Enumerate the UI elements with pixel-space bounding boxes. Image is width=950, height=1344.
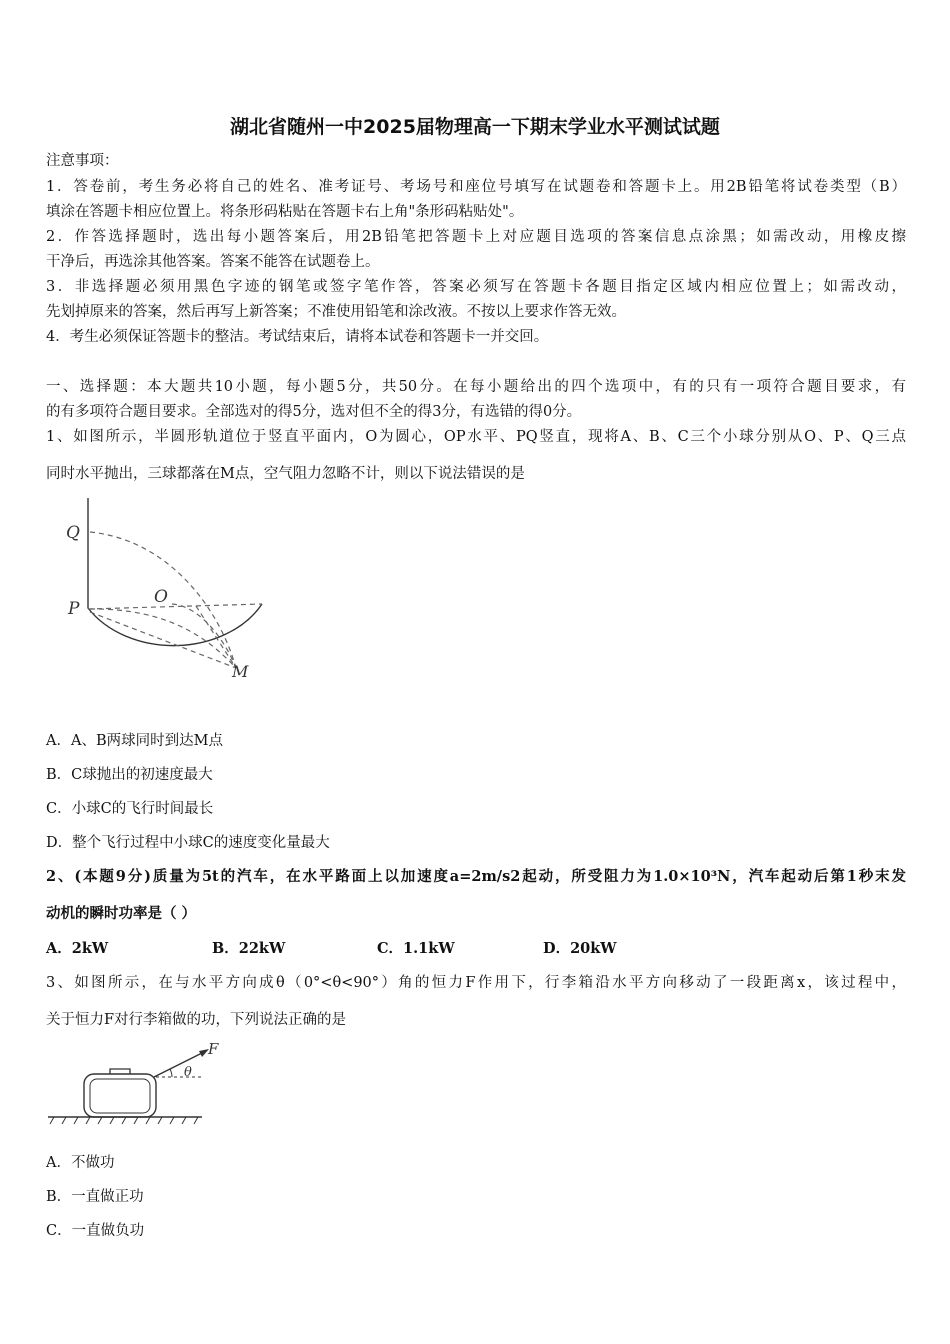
- notice-heading: 注意事项：: [46, 153, 119, 169]
- label-q: Q: [66, 523, 80, 543]
- notice-line-3: 2．作答选择题时，选出每小题答案后，用2B铅笔把答题卡上对应题目选项的答案信息点涂黑；如需改动，用橡皮擦: [46, 229, 906, 245]
- radius-om: [196, 606, 236, 668]
- q3-option-b: B．一直做正功: [46, 1189, 144, 1205]
- q2-option-c: C．1.1kW: [377, 940, 455, 957]
- q2-option-d: D．20kW: [543, 940, 617, 957]
- notice-line-4: 干净后，再选涂其他答案。答案不能答在试题卷上。: [46, 254, 380, 270]
- q2-stem-line-1: 2、(本题9分)质量为5t的汽车，在水平路面上以加速度a=2m/s2起动，所受阻力为1.0×10³N，汽车起动后第1秒末发: [46, 868, 906, 885]
- q1-stem-line-2: 同时水平抛出，三球都落在M点，空气阻力忽略不计，则以下说法错误的是: [46, 466, 525, 482]
- q2-stem-line-2: 动机的瞬时功率是（ ）: [46, 905, 197, 922]
- notice-line-7: 4．考生必须保证答题卡的整洁。考试结束后，请将本试卷和答题卡一并交回。: [46, 329, 549, 345]
- notice-line-6: 先划掉原来的答案，然后再写上新答案；不准使用铅笔和涂改液。不按以上要求作答无效。: [46, 304, 626, 320]
- angle-arc: [170, 1069, 172, 1077]
- suitcase: [84, 1074, 156, 1117]
- q3-option-c: C．一直做负功: [46, 1223, 145, 1239]
- q2-option-b: B．22kW: [212, 940, 286, 957]
- q1-figure: [60, 490, 280, 690]
- notice-line-1: 1．答卷前，考生务必将自己的姓名、准考证号、考场号和座位号填写在试题卷和答题卡上。用2B铅笔将试卷类型（B）: [46, 179, 906, 195]
- page-title: 湖北省随州一中2025届物理高一下期末学业水平测试试题: [230, 116, 720, 138]
- semicircle-track: [88, 498, 262, 646]
- q1-stem-line-1: 1、如图所示，半圆形轨道位于竖直平面内，O为圆心，OP水平、PQ竖直，现将A、B、C三个小球分别从O、P、Q三点: [46, 429, 906, 445]
- label-o: O: [154, 587, 168, 607]
- notice-line-5: 3．非选择题必须用黑色字迹的钢笔或签字笔作答，答案必须写在答题卡各题目指定区域内相应位置上；如需改动，: [46, 279, 906, 295]
- label-m: M: [232, 662, 249, 681]
- label-force: F: [208, 1040, 219, 1058]
- label-angle: θ: [184, 1065, 192, 1080]
- chord-pm: [90, 612, 236, 668]
- q3-option-a: A．不做功: [46, 1155, 115, 1171]
- section-line-2: 的有多项符合题目要求。全部选对的得5分，选对但不全的得3分，有选错的得0分。: [46, 404, 582, 420]
- section-line-1: 一、选择题：本大题共10小题，每小题5分，共50分。在每小题给出的四个选项中，有的只有一项符合题目要求，有: [46, 379, 906, 395]
- q3-stem-line-1: 3、如图所示，在与水平方向成θ（0°<θ<90°）角的恒力F作用下，行李箱沿水平方向移动了一段距离x，该过程中，: [46, 975, 906, 991]
- ground-hatch: [50, 1117, 198, 1124]
- suitcase-handle: [110, 1069, 130, 1074]
- notice-line-2: 填涂在答题卡相应位置上。将条形码粘贴在答题卡右上角"条形码粘贴处"。: [46, 204, 524, 220]
- q3-stem-line-2: 关于恒力F对行李箱做的功，下列说法正确的是: [46, 1012, 347, 1028]
- trajectory-o: [172, 604, 236, 668]
- q1-option-a: A．A、B两球同时到达M点: [46, 733, 223, 749]
- force-arrow: [154, 1052, 204, 1077]
- suitcase-inner: [90, 1079, 150, 1113]
- q1-option-c: C．小球C的飞行时间最长: [46, 801, 214, 817]
- q1-option-b: B．C球抛出的初速度最大: [46, 767, 213, 783]
- q1-option-d: D．整个飞行过程中小球C的速度变化量最大: [46, 835, 330, 851]
- q2-option-a: A．2kW: [46, 940, 109, 957]
- label-p: P: [68, 599, 80, 619]
- q3-figure: [44, 1038, 219, 1130]
